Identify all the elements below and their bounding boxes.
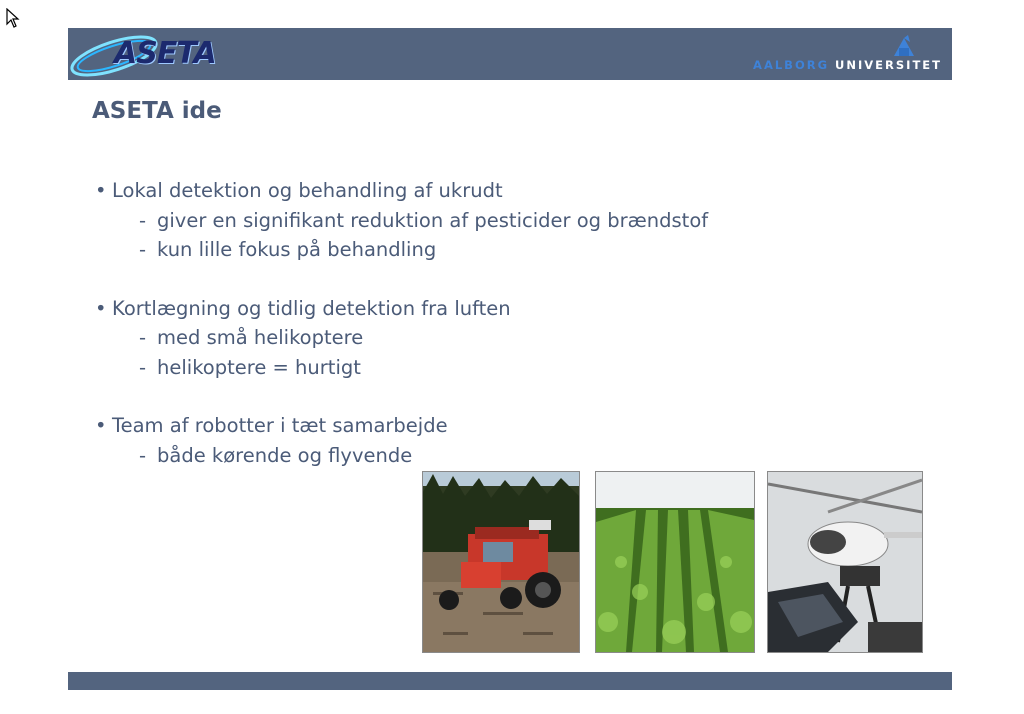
sub-item: - med små helikoptere	[139, 326, 364, 349]
crop-field-photo	[595, 471, 755, 653]
header-bar	[68, 28, 952, 80]
university-emblem-icon	[890, 34, 918, 58]
sub-item: - giver en signifikant reduktion af pesticider og brændstof	[139, 208, 709, 232]
logo-text: ASETA	[114, 36, 216, 71]
university-name: UNIVERSITET	[835, 58, 942, 72]
slide-title: ASETA ide	[92, 98, 222, 124]
aseta-logo	[68, 26, 228, 80]
mouse-cursor-icon	[6, 8, 20, 28]
footer-bar	[68, 672, 952, 690]
bullet-item: • Lokal detektion og behandling af ukrudt	[95, 176, 795, 206]
bullet-dot-icon: •	[95, 296, 107, 320]
sub-item: - kun lille fokus på behandling	[139, 238, 437, 261]
helicopter-photo	[767, 471, 923, 653]
sub-item: - helikoptere = hurtigt	[139, 355, 361, 379]
sub-item: - både kørende og flyvende	[139, 443, 413, 467]
bullet-dot-icon: •	[95, 414, 107, 437]
university-logo	[712, 34, 942, 76]
university-prefix: AALBORG	[753, 58, 830, 72]
bullet-dot-icon: •	[95, 179, 107, 202]
bullet-item: • Kortlægning og tidlig detektion fra luften	[95, 294, 795, 324]
bullet-item: • Team af robotter i tæt samarbejde	[95, 411, 795, 441]
bullet-list	[95, 176, 795, 470]
tractor-photo	[422, 471, 580, 653]
